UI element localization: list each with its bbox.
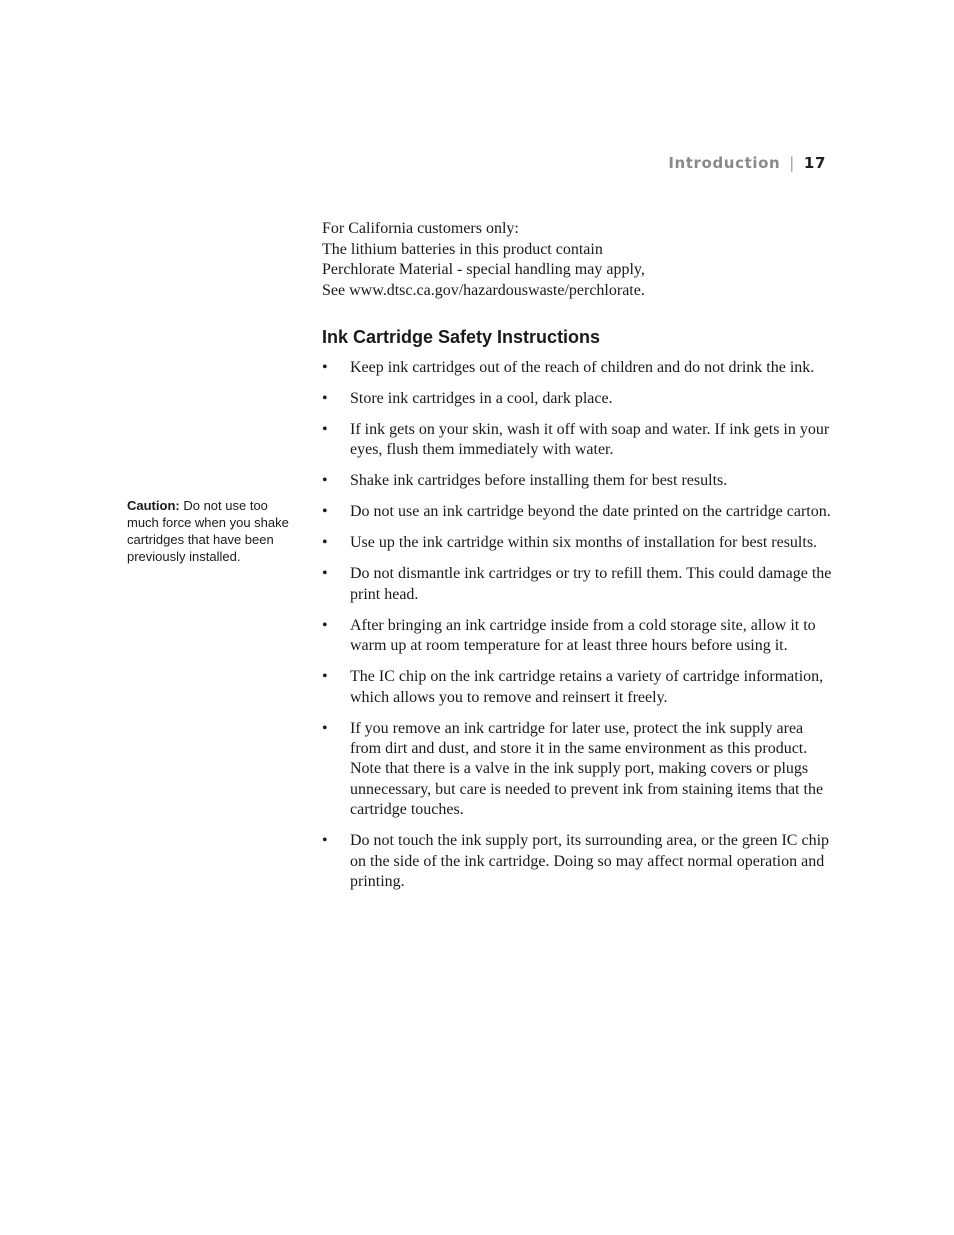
list-item [322,533,832,553]
list-item [322,719,832,821]
bullet-marker: • [322,565,328,583]
bullet-marker: • [322,472,328,490]
bullet-marker: • [322,359,328,376]
list-item [322,502,832,522]
running-header [668,154,826,172]
caution-text: Do not use too much force when you shake cartridges that have been previously installed. [127,498,289,564]
bullet-marker: • [322,390,328,407]
list-item-text: If ink gets on your skin, wash it off with soap and water. If ink gets in your eyes, flush them immediately with water. [350,421,830,459]
bullet-marker: • [322,832,328,850]
list-item [322,564,832,605]
caution-sidenote [127,497,289,565]
list-item-text: Do not touch the ink supply port, its surrounding area, or the green IC chip on the side of the ink cartridge. Doing so may affect normal operation and printing. [350,832,830,891]
safety-instructions-list [322,358,832,903]
bullet-marker: • [322,534,328,552]
list-item [322,471,832,491]
list-item-text: Store ink cartridges in a cool, dark place. [350,390,613,407]
list-item-text: Do not use an ink cartridge beyond the date printed on the cartridge carton. [350,503,831,521]
caution-label: Caution: [127,498,180,513]
list-item [322,616,832,657]
list-item-text: After bringing an ink cartridge inside from a cold storage site, allow it to warm up at room temperature for at least three hours before using it. [350,616,816,655]
list-item-text: Keep ink cartridges out of the reach of children and do not drink the ink. [350,359,815,376]
list-item-text: Do not dismantle ink cartridges or try to refill them. This could damage the print head. [350,565,832,603]
list-item [322,389,832,409]
section-heading: Ink Cartridge Safety Instructions [322,327,601,347]
california-notice [322,219,842,301]
list-item-text: Shake ink cartridges before installing them for best results. [350,472,728,490]
list-item-text: The IC chip on the ink cartridge retains a variety of cartridge information, which allows you to remove and reinsert it freely. [350,668,824,706]
bullet-marker: • [322,616,328,634]
bullet-marker: • [322,668,328,686]
list-item [322,420,832,461]
header-section-title: Introduction [668,154,781,172]
notice-line: The lithium batteries in this product contain [322,240,603,258]
list-item [322,667,832,708]
list-item-text: If you remove an ink cartridge for later use, protect the ink supply area from dirt and dust, and store it in the same environment as this product. Note that there is a valve in the ink supply port, making covers or plugs unnecessary, but care is needed to prevent ink from staining items that the cartridge touches. [350,719,824,819]
bullet-marker: • [322,421,328,438]
notice-line: Perchlorate Material - special handling may apply, [322,261,645,278]
list-item-text: Use up the ink cartridge within six months of installation for best results. [350,534,818,552]
header-separator: | [789,154,795,172]
list-item [322,358,832,378]
notice-line: See www.dtsc.ca.gov/hazardouswaste/perchlorate. [322,281,645,299]
list-item [322,831,832,892]
bullet-marker: • [322,719,328,737]
page-number: 17 [803,154,826,172]
bullet-marker: • [322,503,328,521]
notice-line: For California customers only: [322,220,519,237]
